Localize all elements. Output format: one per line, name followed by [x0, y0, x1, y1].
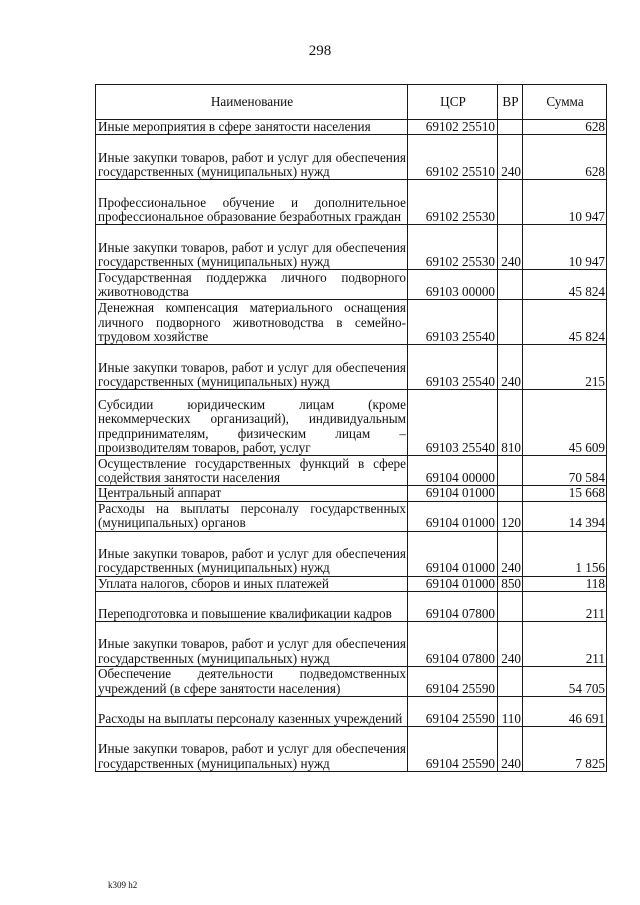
- cell-sum: 211: [523, 622, 607, 667]
- cell-csr: 69104 01000: [408, 501, 498, 531]
- cell-name: Иные закупки товаров, работ и услуг для обеспечения государственных (муниципальных) нужд: [96, 531, 408, 576]
- table-body: [96, 120, 607, 772]
- cell-sum: 10 947: [523, 225, 607, 270]
- header-vr: ВР: [498, 85, 523, 120]
- cell-sum: 54 705: [523, 667, 607, 697]
- table-row: [96, 345, 607, 390]
- cell-csr: 69104 07800: [408, 622, 498, 667]
- cell-name: Переподготовка и повышение квалификации кадров: [96, 592, 408, 622]
- table-row: [96, 501, 607, 531]
- cell-sum: 10 947: [523, 180, 607, 225]
- cell-name: Иные мероприятия в сфере занятости населения: [96, 120, 408, 135]
- cell-csr: 69103 25540: [408, 390, 498, 456]
- table-row: [96, 300, 607, 345]
- cell-sum: 628: [523, 135, 607, 180]
- cell-vr: [498, 270, 523, 300]
- cell-vr: 240: [498, 622, 523, 667]
- table-row: [96, 697, 607, 727]
- cell-name: Расходы на выплаты персоналу казенных учреждений: [96, 697, 408, 727]
- cell-csr: 69104 07800: [408, 592, 498, 622]
- cell-name: Иные закупки товаров, работ и услуг для обеспечения государственных (муниципальных) нужд: [96, 727, 408, 772]
- cell-vr: [498, 180, 523, 225]
- cell-csr: 69104 25590: [408, 697, 498, 727]
- cell-name: Государственная поддержка личного подворного животноводства: [96, 270, 408, 300]
- page-number: 298: [308, 43, 332, 59]
- table-row: [96, 622, 607, 667]
- cell-vr: [498, 300, 523, 345]
- cell-vr: 240: [498, 531, 523, 576]
- cell-sum: 215: [523, 345, 607, 390]
- cell-sum: 14 394: [523, 501, 607, 531]
- cell-sum: 211: [523, 592, 607, 622]
- table-row: [96, 390, 607, 456]
- table-header-row: [96, 85, 607, 120]
- cell-sum: 15 668: [523, 486, 607, 501]
- cell-vr: [498, 456, 523, 486]
- cell-name: Иные закупки товаров, работ и услуг для обеспечения государственных (муниципальных) нужд: [96, 345, 408, 390]
- cell-vr: 240: [498, 225, 523, 270]
- cell-name: Расходы на выплаты персоналу государственных (муниципальных) органов: [96, 501, 408, 531]
- budget-table: [95, 84, 607, 772]
- cell-vr: [498, 486, 523, 501]
- cell-vr: 110: [498, 697, 523, 727]
- header-csr: ЦСР: [408, 85, 498, 120]
- cell-name: Иные закупки товаров, работ и услуг для обеспечения государственных (муниципальных) нужд: [96, 135, 408, 180]
- cell-vr: 240: [498, 727, 523, 772]
- table-row: [96, 120, 607, 135]
- cell-csr: 69103 00000: [408, 270, 498, 300]
- cell-csr: 69103 25540: [408, 345, 498, 390]
- cell-sum: 46 691: [523, 697, 607, 727]
- cell-vr: 240: [498, 345, 523, 390]
- cell-sum: 628: [523, 120, 607, 135]
- cell-sum: 7 825: [523, 727, 607, 772]
- cell-sum: 70 584: [523, 456, 607, 486]
- cell-csr: 69104 00000: [408, 456, 498, 486]
- footer-code: k309 h2: [108, 880, 138, 890]
- cell-name: Осуществление государственных функций в сфере содействия занятости населения: [96, 456, 408, 486]
- cell-csr: 69104 01000: [408, 486, 498, 501]
- cell-csr: 69102 25530: [408, 225, 498, 270]
- table-row: [96, 531, 607, 576]
- cell-sum: 45 824: [523, 270, 607, 300]
- cell-csr: 69102 25510: [408, 120, 498, 135]
- cell-name: Субсидии юридическим лицам (кроме некоммерческих организаций), индивидуальным предпринимателям, физическим лицам – производителям товаров, работ, услуг: [96, 390, 408, 456]
- table-row: [96, 727, 607, 772]
- cell-name: Денежная компенсация материального оснащения личного подворного животноводства в семейно-трудовом хозяйстве: [96, 300, 408, 345]
- table-row: [96, 576, 607, 591]
- table-row: [96, 667, 607, 697]
- cell-name: Иные закупки товаров, работ и услуг для обеспечения государственных (муниципальных) нужд: [96, 622, 408, 667]
- cell-sum: 45 824: [523, 300, 607, 345]
- cell-csr: 69104 01000: [408, 576, 498, 591]
- cell-sum: 1 156: [523, 531, 607, 576]
- table-row: [96, 592, 607, 622]
- table-row: [96, 456, 607, 486]
- header-name: Наименование: [96, 85, 408, 120]
- cell-name: Профессиональное обучение и дополнительное профессиональное образование безработных граждан: [96, 180, 408, 225]
- cell-csr: 69104 25590: [408, 667, 498, 697]
- cell-sum: 118: [523, 576, 607, 591]
- cell-csr: 69103 25540: [408, 300, 498, 345]
- table-row: [96, 270, 607, 300]
- cell-name: Иные закупки товаров, работ и услуг для обеспечения государственных (муниципальных) нужд: [96, 225, 408, 270]
- cell-name: Обеспечение деятельности подведомственных учреждений (в сфере занятости населения): [96, 667, 408, 697]
- cell-name: Центральный аппарат: [96, 486, 408, 501]
- cell-vr: 240: [498, 135, 523, 180]
- cell-vr: [498, 592, 523, 622]
- cell-vr: [498, 120, 523, 135]
- header-sum: Сумма: [523, 85, 607, 120]
- cell-vr: 850: [498, 576, 523, 591]
- cell-vr: [498, 667, 523, 697]
- cell-name: Уплата налогов, сборов и иных платежей: [96, 576, 408, 591]
- cell-csr: 69102 25510: [408, 135, 498, 180]
- cell-csr: 69102 25530: [408, 180, 498, 225]
- cell-csr: 69104 25590: [408, 727, 498, 772]
- cell-csr: 69104 01000: [408, 531, 498, 576]
- cell-sum: 45 609: [523, 390, 607, 456]
- cell-vr: 120: [498, 501, 523, 531]
- table-row: [96, 180, 607, 225]
- table-row: [96, 135, 607, 180]
- table-row: [96, 225, 607, 270]
- cell-vr: 810: [498, 390, 523, 456]
- table-row: [96, 486, 607, 501]
